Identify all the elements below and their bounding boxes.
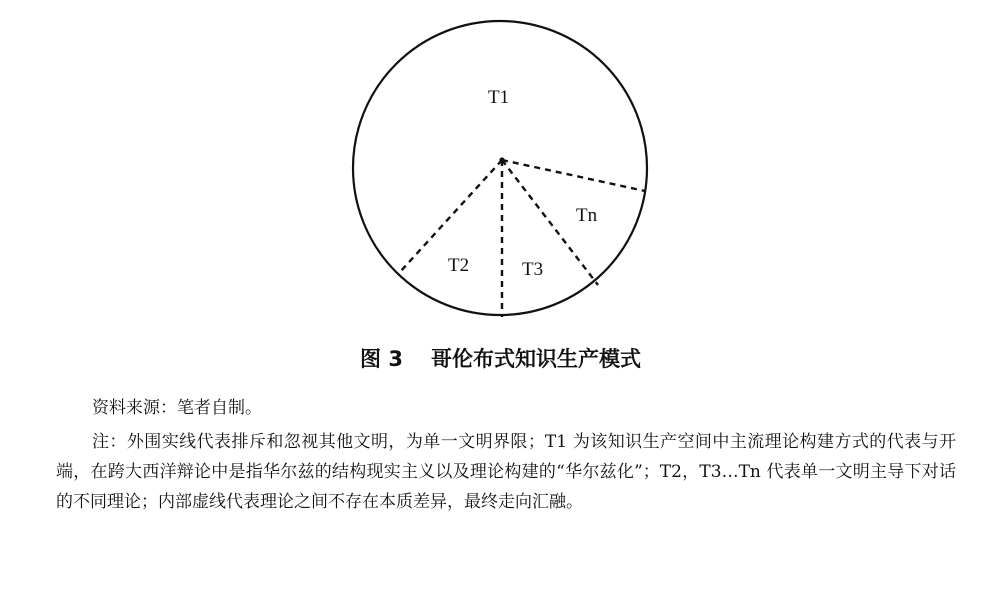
source-note: 资料来源：笔者自制。	[92, 398, 262, 418]
civilization-boundary-circle	[353, 21, 647, 315]
center-point	[499, 157, 504, 162]
label-t3: T3	[522, 259, 544, 280]
figure-caption	[0, 343, 1001, 373]
label-tn: Tn	[576, 205, 598, 226]
explanatory-note: 注：外围实线代表排斥和忽视其他文明，为单一文明界限；T1 为该知识生产空间中主流理论构建方式的代表与开端，在跨大西洋辩论中是指华尔兹的结构现实主义以及理论构建的“华尔兹化”；T2，T3…Tn 代表单一文明主导下对话的不同理论；内部虚线代表理论之间不存在本质差异，最终走向汇融。	[56, 432, 956, 512]
label-t1: T1	[488, 87, 510, 108]
figure-number: 图 3	[360, 347, 403, 371]
label-t2: T2	[448, 255, 470, 276]
figure-title: 哥伦布式知识生产模式	[430, 347, 641, 371]
